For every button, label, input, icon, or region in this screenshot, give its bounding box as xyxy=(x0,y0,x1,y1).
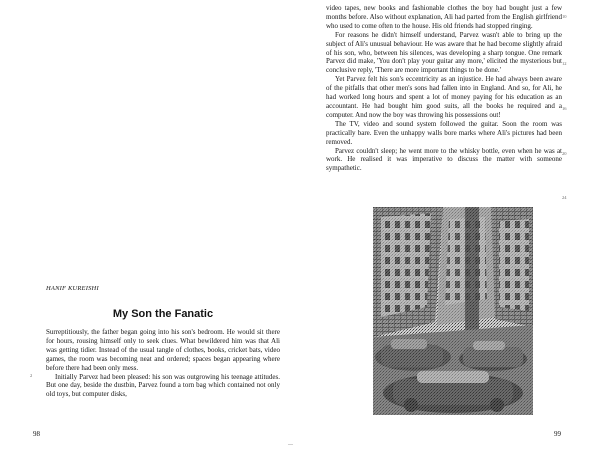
bottom-center-mark: — xyxy=(288,443,293,448)
margin-line-marker: 24 xyxy=(562,195,567,200)
paragraph: For reasons he didn't himself understand, Parvez wasn't able to bring up the subject of Ali's unusual behaviour. He was aware that he had become slightly afraid of his son, who, between his silences, was developing a sharp tongue. One remark Parvez did make, 'You don't play your guitar any more,' elicited the mysterious but conclusive reply, 'There are more important things to be done.' xyxy=(326,30,562,75)
paragraph: Parvez couldn't sleep; he went more to the whisky bottle, even when he was at work. He realised it was imperative to discuss the matter with someone sympathetic. xyxy=(326,146,562,173)
paragraph: Initially Parvez had been pleased: his son was outgrowing his teenage attitudes. But one day, beside the dustbin, Parvez found a torn bag which contained not only old toys, but computer disks, xyxy=(46,372,280,399)
margin-line-marker: 12 xyxy=(562,61,567,66)
page-number-right: 99 xyxy=(554,430,561,438)
street-photo xyxy=(373,207,533,415)
left-page xyxy=(0,0,298,460)
paragraph: Yet Parvez felt his son's eccentricity as an injustice. He had always been aware of the pitfalls that other men's sons had fallen into in England. And so, for Ali, he had worked long hours and spent a lot of money paying for his education as an accountant. He had bought him good suits, all the books he required and a computer. And now the boy was throwing his possessions out! xyxy=(326,75,562,119)
author-name: HANIF KUREISHI xyxy=(46,285,99,292)
page-number-left: 98 xyxy=(33,430,40,438)
story-title: My Son the Fanatic xyxy=(112,308,214,320)
margin-line-marker: 2 xyxy=(30,373,33,378)
right-body-text xyxy=(326,4,562,173)
paragraph: video tapes, new books and fashionable clothes the boy had bought just a few months before. Also without explanation, Ali had parted from the English girlfriend who used to come often to the house. His old friends had stopped ringing. xyxy=(326,4,562,30)
paragraph: Surreptitiously, the father began going into his son's bedroom. He would sit there for hours, rousing himself only to seek clues. What bewildered him was that Ali was getting tidier. Instead of the usual tangle of clothes, books, cricket bats, video games, the room was becoming neat and ordered; spaces began appearing where before there had been only mess. xyxy=(46,328,280,372)
left-body-text xyxy=(46,328,280,399)
margin-line-marker: 16 xyxy=(562,106,567,111)
right-page xyxy=(300,0,600,460)
margin-line-marker: 10 xyxy=(562,14,567,19)
paragraph: The TV, video and sound system followed the guitar. Soon the room was practically bare. Even the unhappy walls bore marks where Ali's pictures had been removed. xyxy=(326,119,562,146)
margin-line-marker: 20 xyxy=(562,151,567,156)
